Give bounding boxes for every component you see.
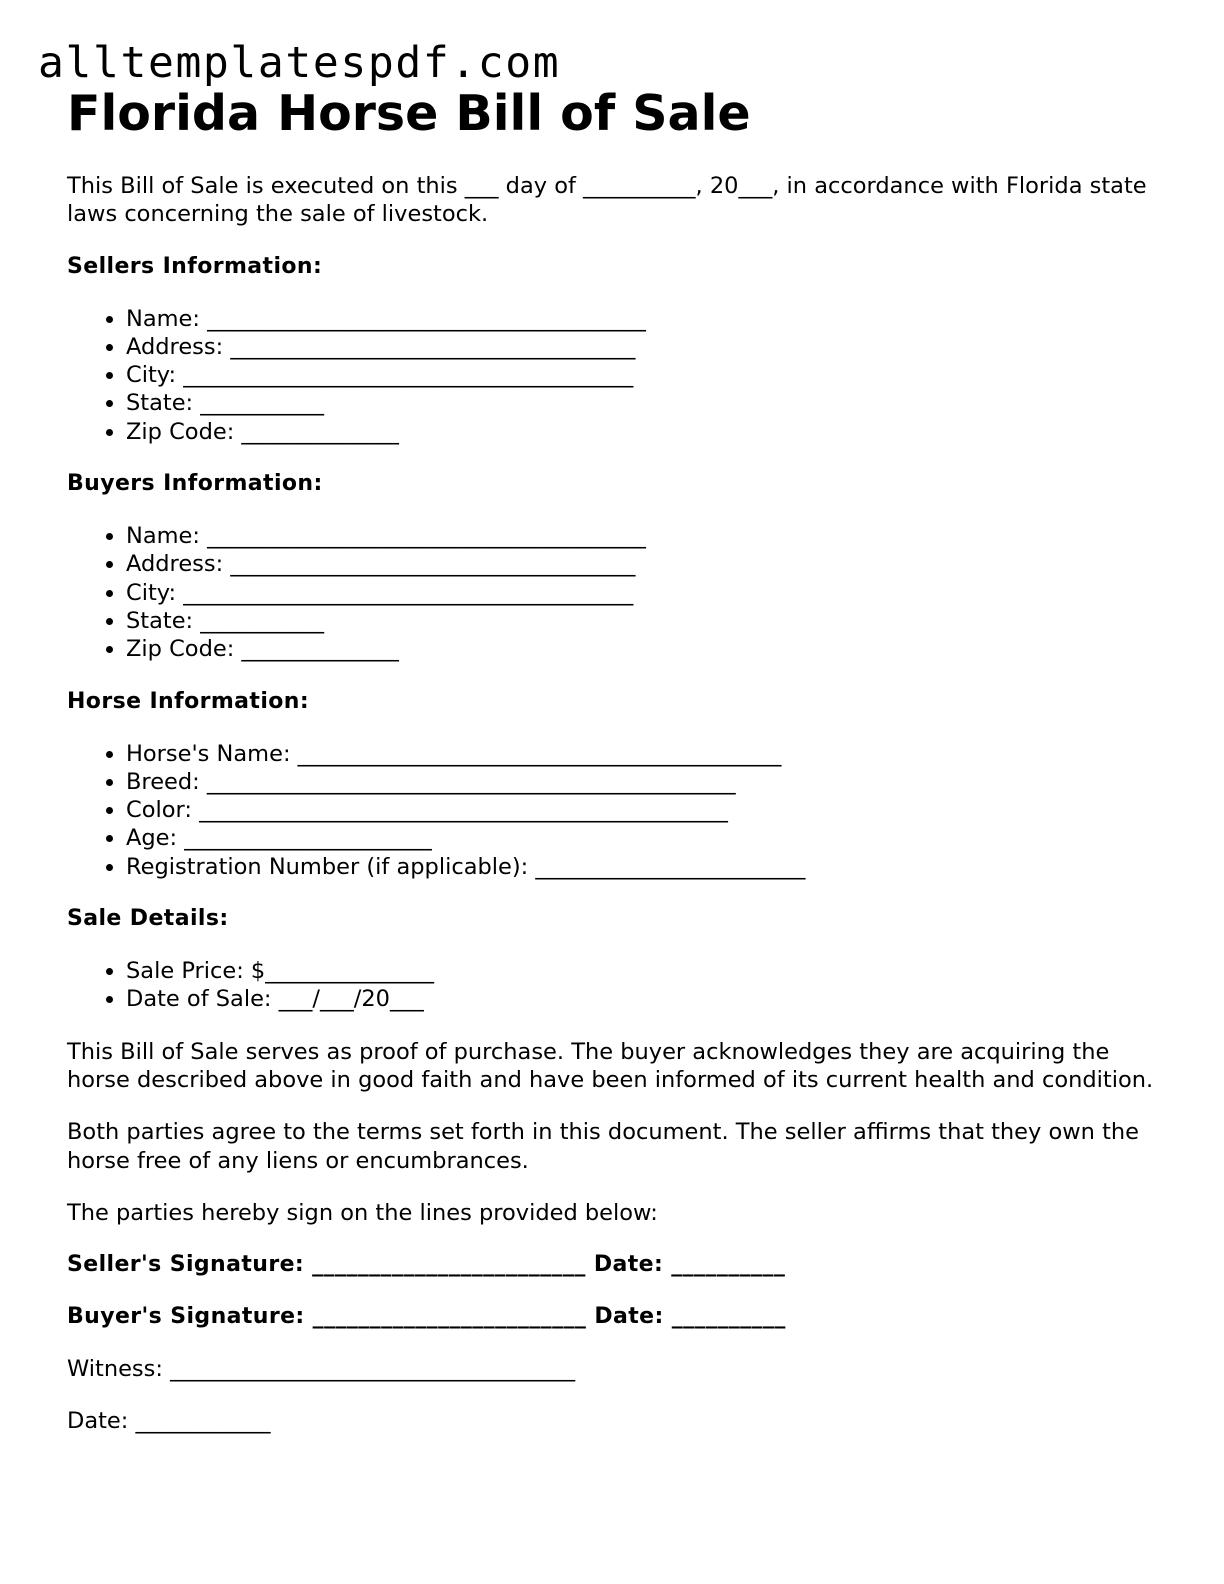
- buyer-signature-line: Buyer's Signature: ________________________ Date: __________: [67, 1304, 786, 1330]
- seller-address-field: • Address: ____________________________________: [126, 333, 1157, 361]
- watermark: alltemplatespdf.com: [38, 38, 561, 88]
- seller-zip-field: • Zip Code: ______________: [126, 418, 1157, 446]
- buyer-zip-field: • Zip Code: ______________: [126, 635, 1157, 663]
- witness-line: Witness: ____________________________________: [67, 1356, 576, 1383]
- buyer-address-field: • Address: ____________________________________: [126, 550, 1157, 578]
- document-body: [67, 84, 1157, 1436]
- horse-name-field: • Horse's Name: ___________________________________________: [126, 740, 1157, 768]
- sale-heading: Sale Details:: [67, 906, 229, 932]
- buyers-field-list: [67, 522, 1157, 663]
- horse-age-field: • Age: ______________________: [126, 824, 1157, 852]
- sale-field-list: [67, 957, 1157, 1014]
- agreement-paragraph: Both parties agree to the terms set forth in this document. The seller affirms that they own the horse free of any liens or encumbrances.: [67, 1119, 1139, 1174]
- seller-city-field: • City: ________________________________________: [126, 361, 1157, 389]
- buyer-city-field: • City: ________________________________________: [126, 579, 1157, 607]
- sellers-heading: Sellers Information:: [67, 253, 323, 279]
- horse-heading: Horse Information:: [67, 688, 310, 714]
- buyers-heading: Buyers Information:: [67, 471, 323, 497]
- sale-price-field: • Sale Price: $_______________: [126, 957, 1157, 985]
- page-title: Florida Horse Bill of Sale: [67, 85, 751, 142]
- sellers-field-list: [67, 305, 1157, 446]
- sale-date-field: • Date of Sale: ___/___/20___: [126, 985, 1157, 1013]
- horse-registration-field: • Registration Number (if applicable): ________________________: [126, 853, 1157, 881]
- horse-field-list: [67, 740, 1157, 881]
- seller-signature-line: Seller's Signature: ________________________ Date: __________: [67, 1252, 786, 1278]
- horse-color-field: • Color: _______________________________________________: [126, 796, 1157, 824]
- witness-date-line: Date: ____________: [67, 1408, 271, 1435]
- horse-breed-field: • Breed: _______________________________________________: [126, 768, 1157, 796]
- buyer-state-field: • State: ___________: [126, 607, 1157, 635]
- seller-name-field: • Name: _______________________________________: [126, 305, 1157, 333]
- intro-paragraph: This Bill of Sale is executed on this ___ day of __________, 20___, in accordance with Florida state laws concerning the sale of livestock.: [67, 173, 1147, 228]
- buyer-name-field: • Name: _______________________________________: [126, 522, 1157, 550]
- proof-paragraph: This Bill of Sale serves as proof of purchase. The buyer acknowledges they are acquiring the horse described above in good faith and have been informed of its current health and condition.: [67, 1038, 1154, 1093]
- seller-state-field: • State: ___________: [126, 389, 1157, 417]
- sign-instruction: The parties hereby sign on the lines provided below:: [67, 1199, 658, 1226]
